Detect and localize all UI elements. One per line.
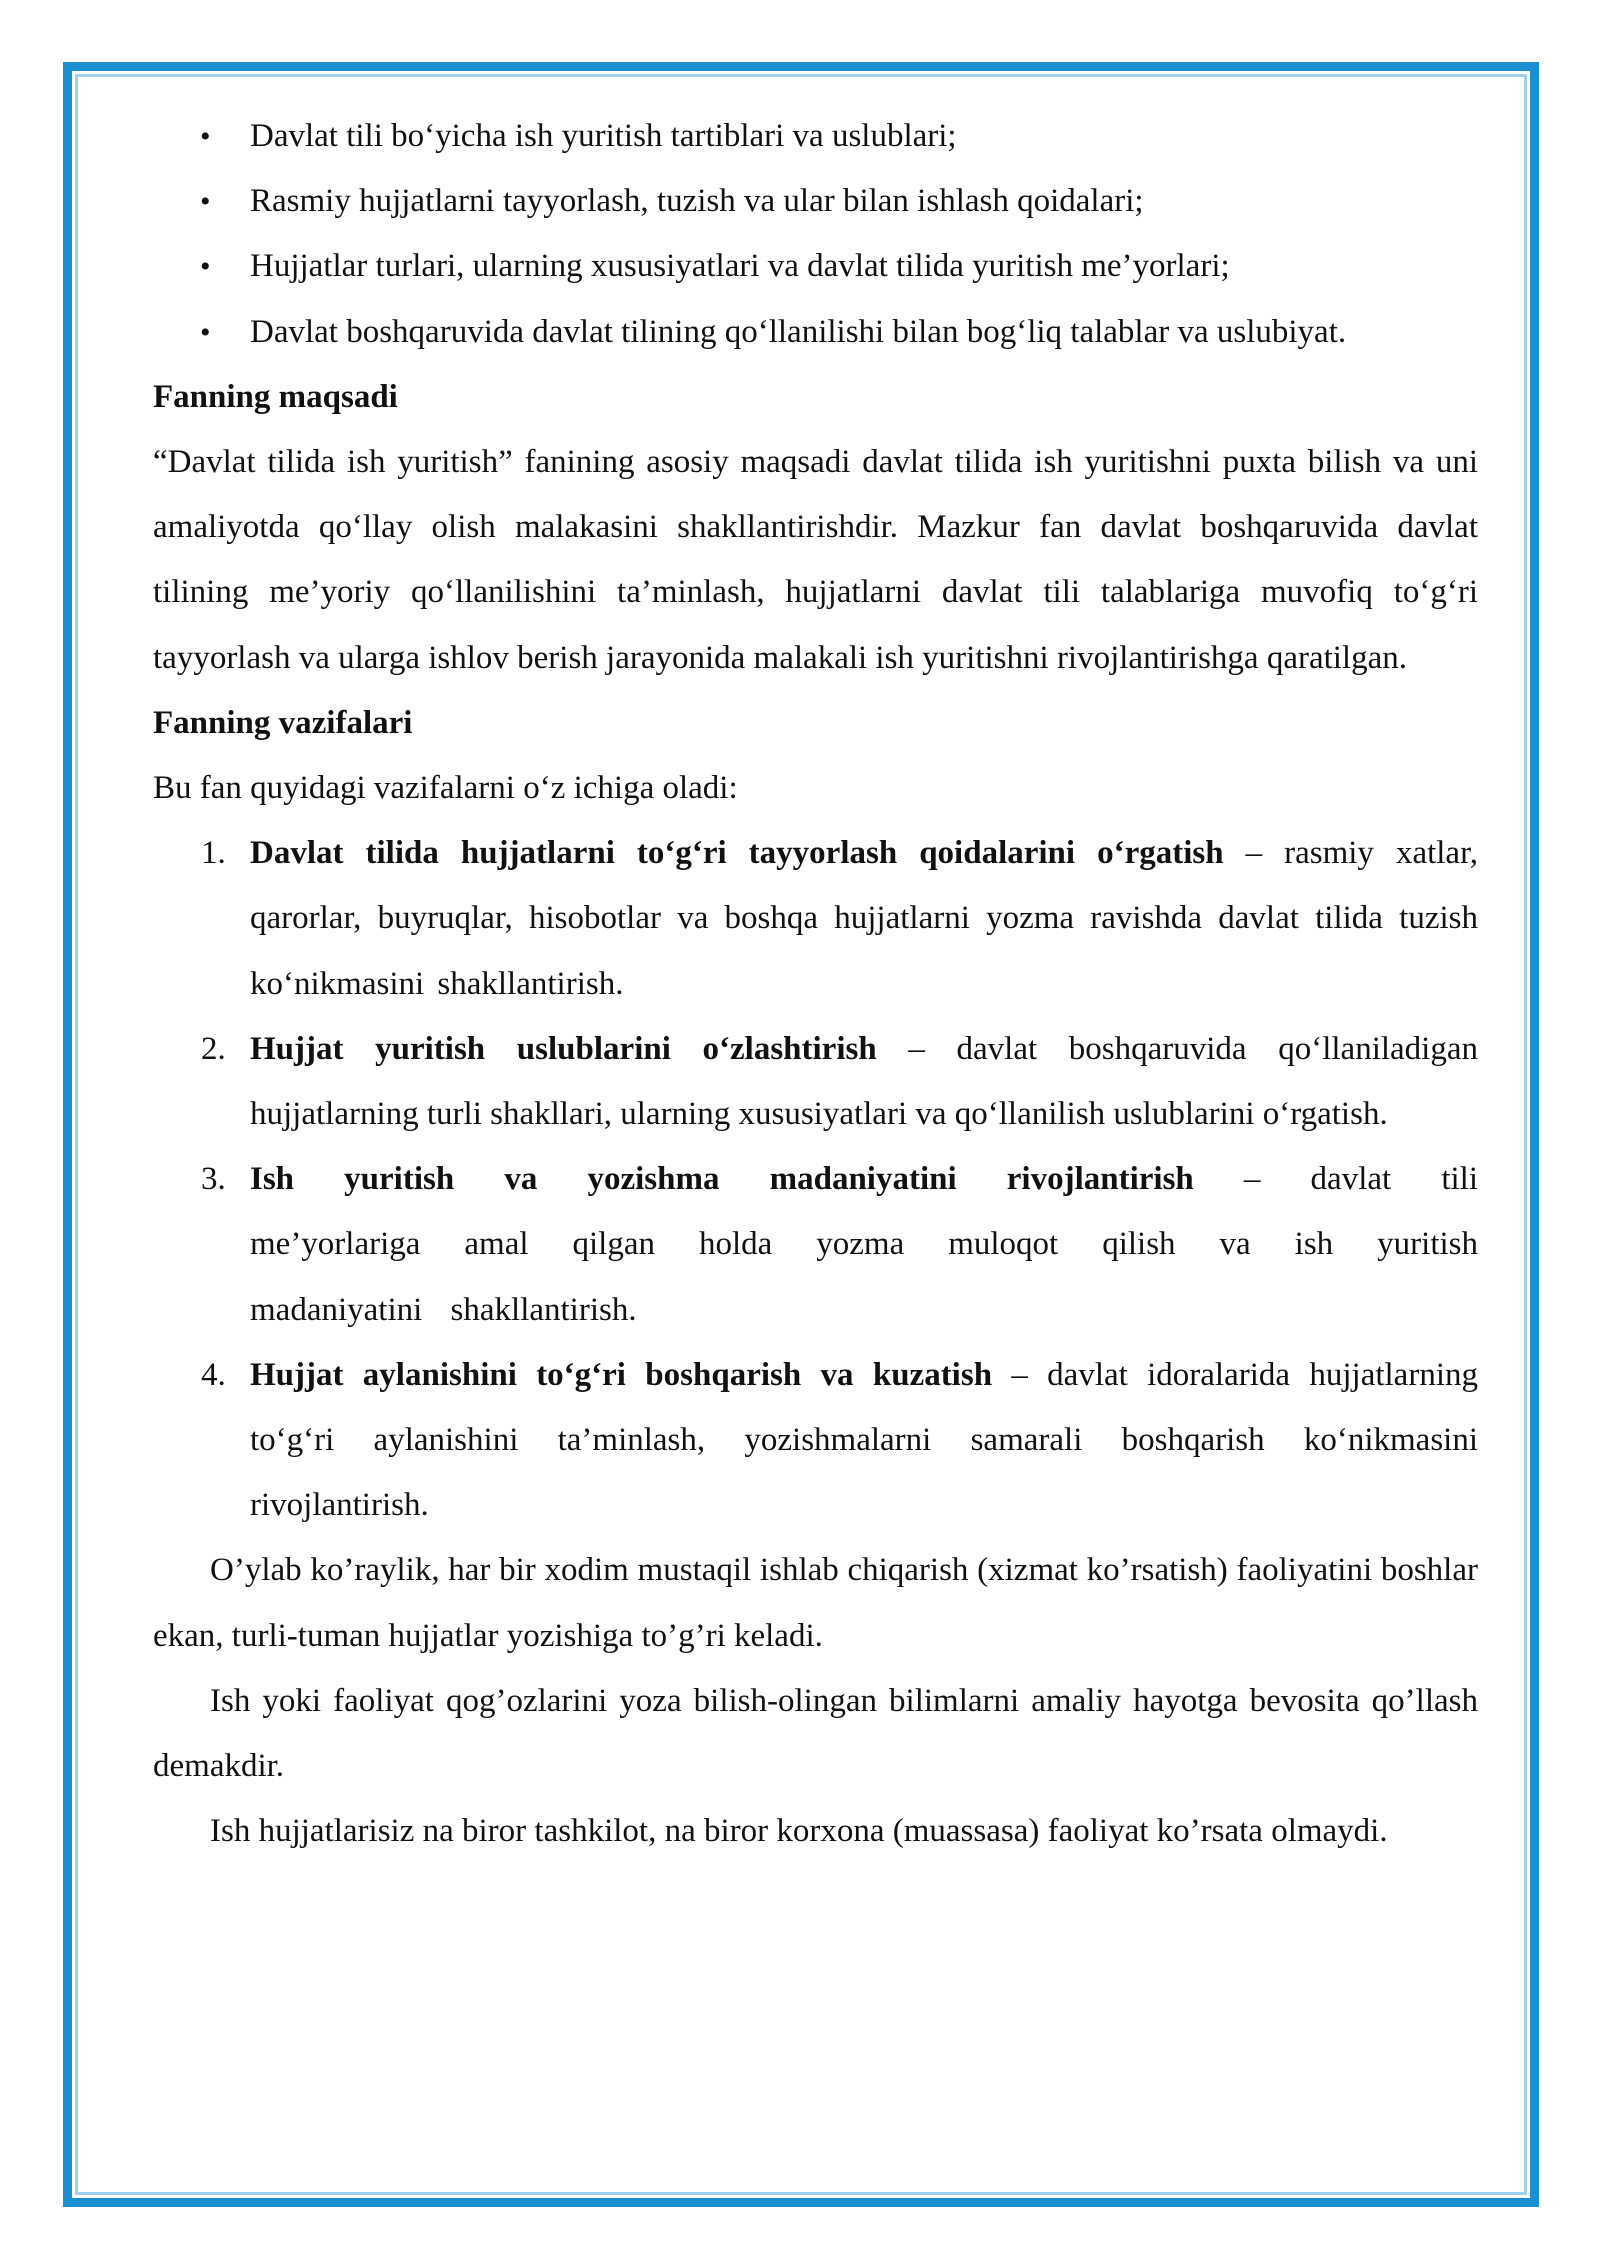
bullet-item: • Davlat tili bo‘yicha ish yuritish tartiblari va uslublari;: [250, 104, 1478, 169]
bullet-item: • Rasmiy hujjatlarni tayyorlash, tuzish va ular bilan ishlash qoidalari;: [250, 169, 1478, 234]
task-item: [201, 1343, 1478, 1539]
goal-paragraph: “Davlat tilida ish yuritish” fanining asosiy maqsadi davlat tilida ish yuritishni puxta bilish va uni amaliyotda qo‘llay olish malakasini shakllantirishdir. Mazkur fan davlat boshqaruvida davlat tilining me’yoriy qo‘llanilishini ta’minlash, hujjatlarni davlat tili talablariga muvofiq to‘g‘ri tayyorlash va ularga ishlov berish jarayonida malakali ish yuritishni rivojlantirishga qaratilgan.: [153, 444, 1478, 676]
tasks-list: [153, 821, 1478, 1538]
task-number: 2.: [201, 1030, 226, 1067]
task-number: 1.: [201, 835, 226, 872]
task-title: Hujjat aylanishini to‘g‘ri boshqarish va kuzatish: [250, 1356, 993, 1393]
bullet-list: [153, 104, 1478, 365]
task-number: 4.: [201, 1356, 226, 1393]
task-title: Hujjat yuritish uslublarini o‘zlashtirish: [250, 1030, 877, 1067]
task-text: – davlat tili me’yorlariga amal qilgan holda yozma muloqot qilish va ish yuritish madaniyatini shakllantirish.: [250, 1161, 1478, 1328]
task-text: – davlat boshqaruvida qo‘llaniladigan hujjatlarning turli shakllari, ularning xususiyatlari va qo‘llanilish uslublarini o‘rgatish.: [250, 1030, 1478, 1133]
task-number: 3.: [201, 1161, 226, 1198]
tasks-intro: Bu fan quyidagi vazifalarni o‘z ichiga oladi:: [153, 770, 738, 807]
bullet-item: • Hujjatlar turlari, ularning xususiyatlari va davlat tilida yuritish me’yorlari;: [250, 234, 1478, 299]
task-item: [201, 1017, 1478, 1147]
task-title: Ish yuritish va yozishma madaniyatini rivojlantirish: [250, 1161, 1194, 1198]
bullet-item: • Davlat boshqaruvida davlat tilining qo‘llanilishi bilan bog‘liq talablar va uslubiyat.: [250, 300, 1478, 365]
task-item: [201, 821, 1478, 1017]
task-title: Davlat tilida hujjatlarni to‘g‘ri tayyorlash qoidalarini o‘rgatish: [250, 835, 1224, 872]
tasks-heading: Fanning vazifalari: [153, 704, 413, 741]
body-paragraph: O’ylab ko’raylik, har bir xodim mustaqil ishlab chiqarish (xizmat ko’rsatish) faoliyatini boshlar ekan, turli-tuman hujjatlar yozishiga to’g’ri keladi.: [153, 1552, 1478, 1654]
task-text: – rasmiy xatlar, qarorlar, buyruqlar, hisobotlar va boshqa hujjatlarni yozma ravishda davlat tilida tuzish ko‘nikmasini shakllantirish.: [250, 835, 1478, 1002]
task-item: [201, 1147, 1478, 1343]
task-text: – davlat idoralarida hujjatlarning to‘g‘ri aylanishini ta’minlash, yozishmalarni samarali boshqarish ko‘nikmasini rivojlantirish.: [250, 1356, 1478, 1524]
body-paragraph: Ish hujjatlarisiz na biror tashkilot, na biror korxona (muassasa) faoliyat ko’rsata olmaydi.: [210, 1813, 1388, 1850]
document-body: [153, 104, 1478, 1864]
goal-heading: Fanning maqsadi: [153, 378, 398, 415]
body-paragraph: Ish yoki faoliyat qog’ozlarini yoza bilish-olingan bilimlarni amaliy hayotga bevosita qo’llash demakdir.: [153, 1682, 1478, 1785]
